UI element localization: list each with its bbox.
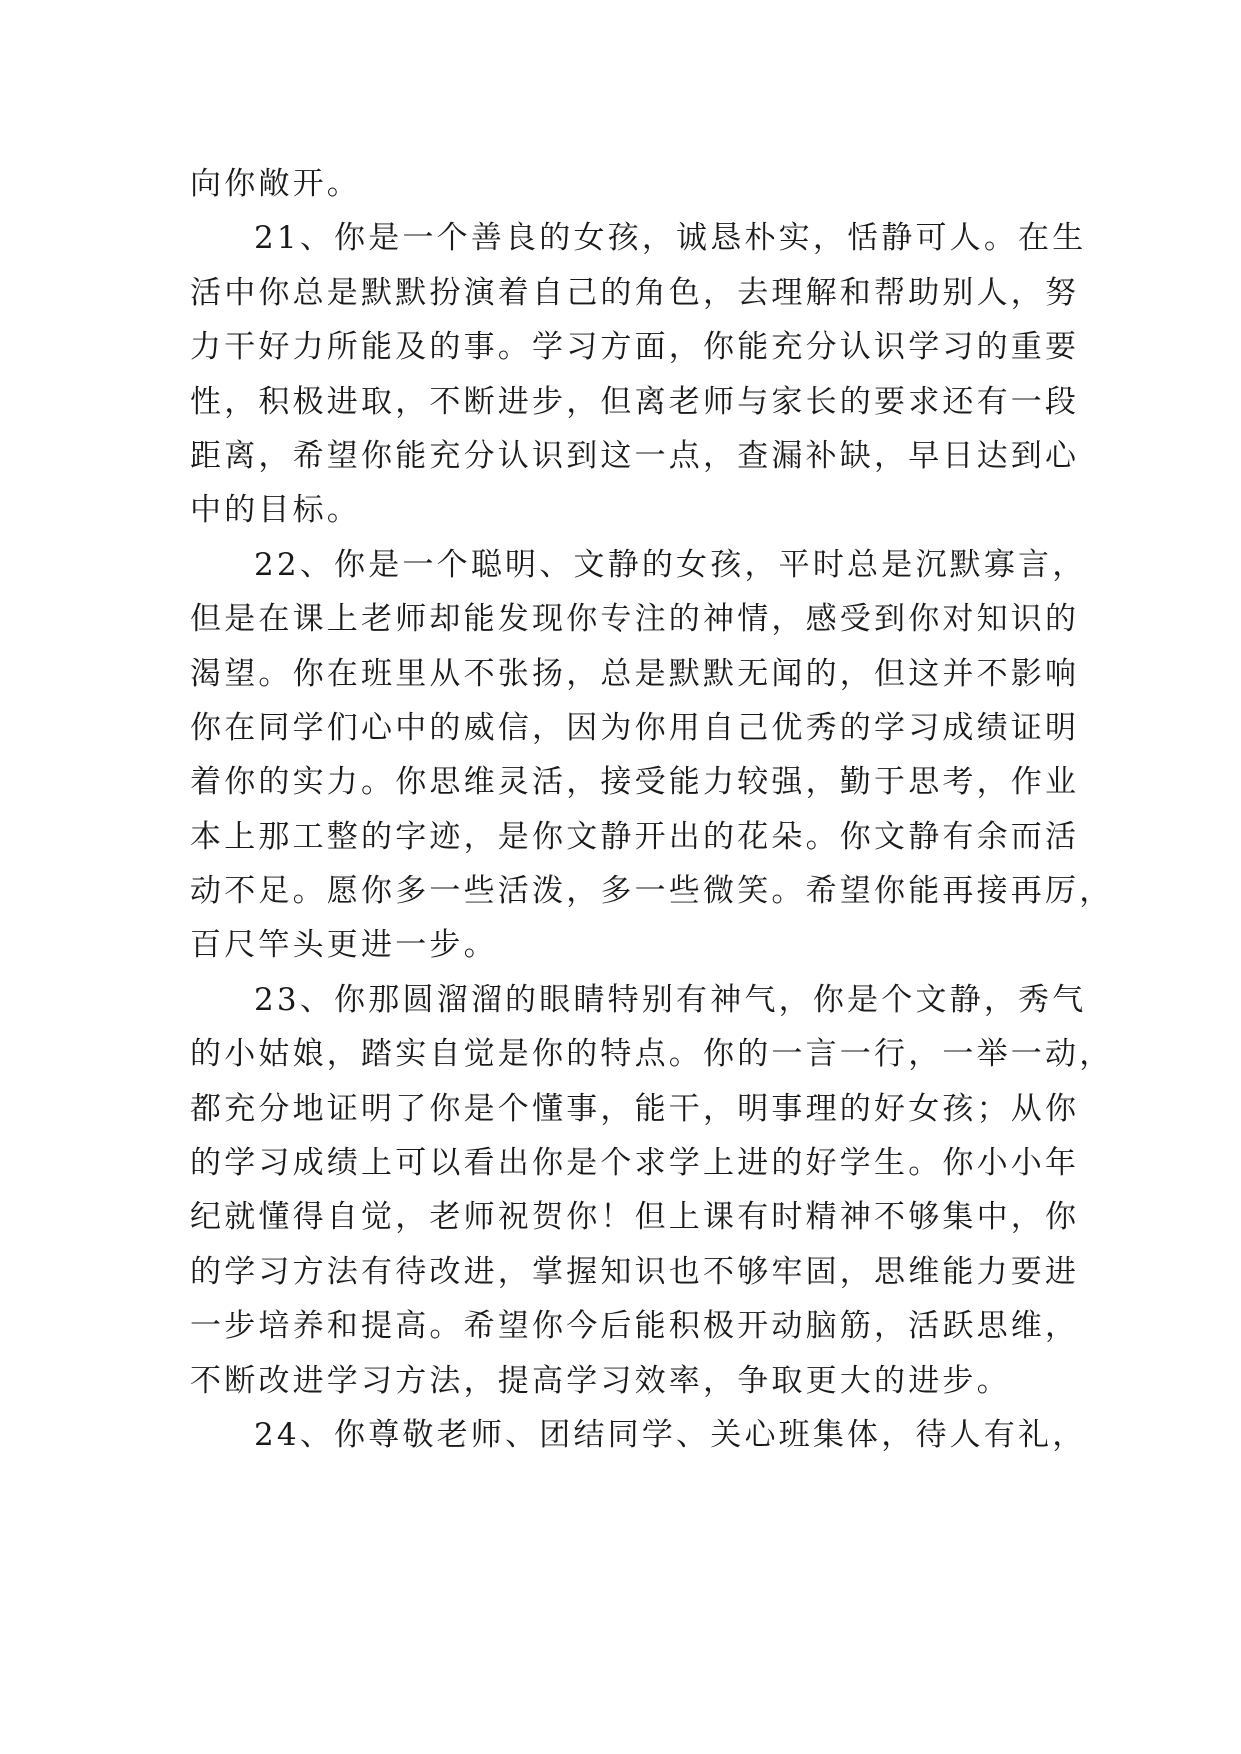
- text-line: 向你敞开。: [190, 166, 361, 202]
- text-line: 力干好力所能及的事。学习方面，你能充分认识学习的重要: [190, 329, 1080, 366]
- text-line: 渴望。你在班里从不张扬，总是默默无闻的，但这并不影响: [190, 655, 1080, 692]
- text-line: 但是在课上老师却能发现你专注的神情，感受到你对知识的: [190, 601, 1080, 638]
- paragraph-23-line: 23、你那圆溜溜的眼睛特别有神气，你是个文静，秀气: [254, 981, 1087, 1018]
- text-line: 着你的实力。你思维灵活，接受能力较强，勤于思考，作业: [190, 764, 1080, 801]
- text-line: 的学习方法有待改进，掌握知识也不够牢固，思维能力要进: [190, 1253, 1080, 1290]
- paragraph-22-line: 22、你是一个聪明、文静的女孩，平时总是沉默寡言，: [254, 546, 1087, 583]
- text-line: 性，积极进取，不断进步，但离老师与家长的要求还有一段: [190, 383, 1080, 420]
- text-line: 你在同学们心中的威信，因为你用自己优秀的学习成绩证明: [190, 709, 1080, 746]
- text-line: 纪就懂得自觉，老师祝贺你！但上课有时精神不够集中，你: [190, 1199, 1080, 1236]
- text-line: 百尺竿头更进一步。: [190, 927, 498, 964]
- text-line: 本上那工整的字迹，是你文静开出的花朵。你文静有余而活: [190, 818, 1080, 855]
- text-line: 动不足。愿你多一些活泼，多一些微笑。希望你能再接再厉，: [190, 873, 1114, 910]
- text-line: 中的目标。: [190, 492, 361, 529]
- paragraph-21-line: 21、你是一个善良的女孩，诚恳朴实，恬静可人。在生: [254, 220, 1087, 257]
- text-line: 距离，希望你能充分认识到这一点，查漏补缺，早日达到心: [190, 437, 1080, 474]
- text-line: 不断改进学习方法，提高学习效率，争取更大的进步。: [190, 1362, 1011, 1399]
- text-line: 的学习成绩上可以看出你是个求学上进的好学生。你小小年: [190, 1145, 1080, 1182]
- text-line: 的小姑娘，踏实自觉是你的特点。你的一言一行，一举一动，: [190, 1036, 1114, 1073]
- text-line: 活中你总是默默扮演着自己的角色，去理解和帮助别人，努: [190, 274, 1080, 311]
- document-body: [190, 157, 1114, 1462]
- text-line: 一步培养和提高。希望你今后能积极开动脑筋，活跃思维，: [190, 1308, 1080, 1345]
- text-line: 都充分地证明了你是个懂事，能干，明事理的好女孩；从你: [190, 1090, 1080, 1127]
- paragraph-24-line: 24、你尊敬老师、团结同学、关心班集体，待人有礼，: [254, 1416, 1087, 1453]
